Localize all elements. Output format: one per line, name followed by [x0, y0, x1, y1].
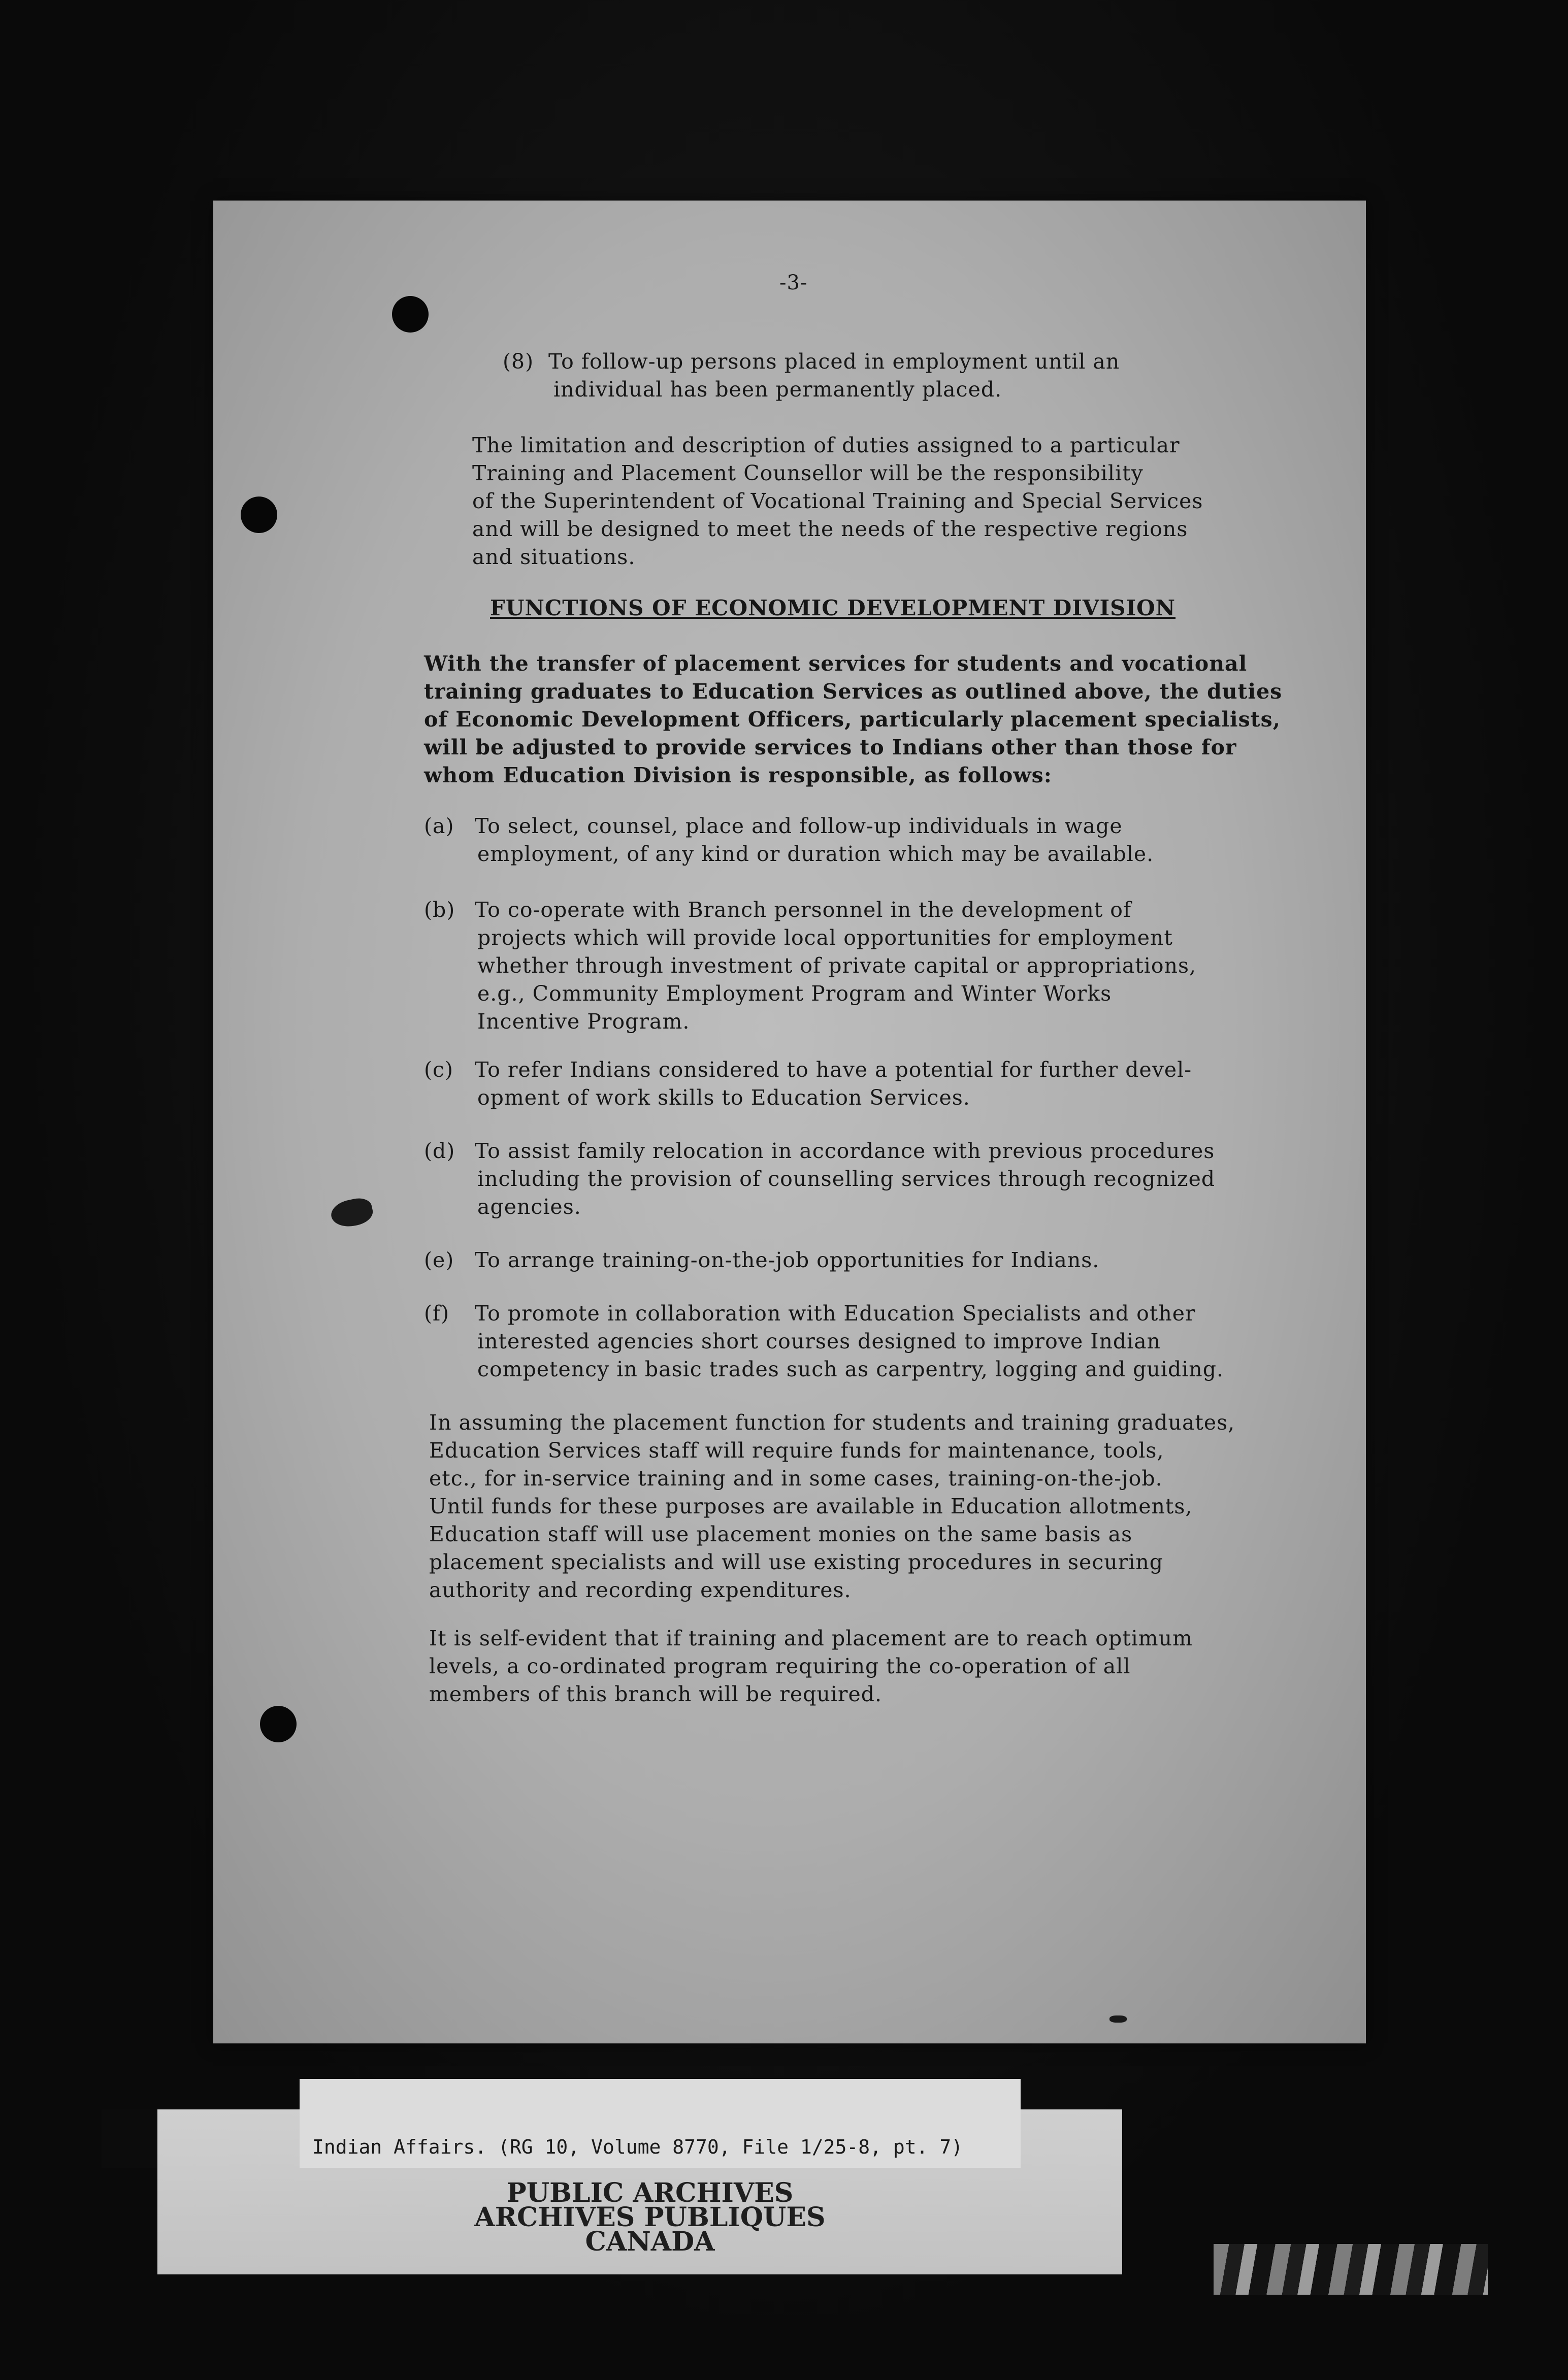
item-line: agencies. — [477, 1195, 581, 1219]
paragraph-conclusion — [429, 1625, 1193, 1708]
paragraph-duties-limitation — [472, 432, 1203, 571]
paragraph-line: It is self-evident that if training and placement are to reach optimum — [429, 1626, 1193, 1650]
item-line: including the provision of counselling services through recognized — [477, 1167, 1216, 1191]
label-notch — [102, 2109, 157, 2168]
paragraph-line: Training and Placement Counsellor will be the responsibility — [472, 461, 1144, 485]
item-line: To co-operate with Branch personnel in the development of — [475, 898, 1132, 922]
item-label: (f) — [424, 1301, 450, 1326]
stamp-line: CANADA — [585, 2226, 715, 2257]
paragraph-line: of the Superintendent of Vocational Training and Special Services — [472, 489, 1203, 513]
item-line: projects which will provide local opportunities for employment — [477, 925, 1173, 950]
paragraph-line: training graduates to Education Services as outlined above, the duties — [424, 679, 1283, 704]
item-line: e.g., Community Employment Program and Winter Works — [477, 981, 1112, 1006]
paragraph-line: members of this branch will be required. — [429, 1682, 883, 1706]
item-line: competency in basic trades such as carpentry, logging and guiding. — [477, 1357, 1224, 1381]
stamp-line: PUBLIC ARCHIVES — [506, 2177, 794, 2208]
list-item-b — [424, 896, 1196, 1036]
frame-number-smear — [1214, 2244, 1488, 2295]
paragraph-line: whom Education Division is responsible, as follows: — [424, 763, 1052, 787]
item-line: individual has been permanently placed. — [553, 377, 1002, 402]
item-line: Incentive Program. — [477, 1009, 690, 1034]
paragraph-line: Education Services staff will require funds for maintenance, tools, — [429, 1438, 1164, 1463]
item-line: To refer Indians considered to have a potential for further devel- — [475, 1057, 1192, 1082]
paragraph-line: will be adjusted to provide services to Indians other than those for — [424, 735, 1237, 759]
item-line: To promote in collaboration with Education Specialists and other — [475, 1301, 1196, 1326]
paragraph-transfer-of-services — [424, 650, 1282, 789]
archive-reference: Indian Affairs. (RG 10, Volume 8770, File 1/25-8, pt. 7) — [312, 2136, 963, 2158]
list-item-a — [424, 812, 1154, 868]
paragraph-placement-funding — [429, 1409, 1235, 1604]
paragraph-line: authority and recording expenditures. — [429, 1578, 852, 1602]
paragraph-line: The limitation and description of duties assigned to a particular — [472, 433, 1180, 457]
list-item-d — [424, 1137, 1215, 1221]
paragraph-line: In assuming the placement function for students and training graduates, — [429, 1410, 1235, 1435]
list-item-c — [424, 1056, 1192, 1112]
punch-hole-top — [392, 296, 429, 333]
item-line: To follow-up persons placed in employment until an — [548, 349, 1120, 374]
paragraph-line: placement specialists and will use existing procedures in securing — [429, 1550, 1164, 1574]
list-item-e — [424, 1246, 1099, 1274]
item-line: employment, of any kind or duration which may be available. — [477, 842, 1154, 866]
item-label: (c) — [424, 1057, 453, 1082]
ink-mark — [1109, 2015, 1127, 2023]
paragraph-line: Until funds for these purposes are available in Education allotments, — [429, 1494, 1193, 1518]
punch-hole-upper — [241, 497, 277, 533]
paragraph-line: and situations. — [472, 545, 636, 569]
item-line: To assist family relocation in accordance with previous procedures — [475, 1139, 1215, 1163]
item-line: whether through investment of private capital or appropriations, — [477, 953, 1197, 978]
item-label: (a) — [424, 814, 454, 838]
item-label: (d) — [424, 1139, 455, 1163]
item-line: interested agencies short courses designed to improve Indian — [477, 1329, 1161, 1353]
archives-stamp — [447, 2177, 853, 2257]
paragraph-line: With the transfer of placement services for students and vocational — [424, 651, 1248, 676]
punch-hole-lower — [260, 1706, 297, 1742]
paragraph-line: of Economic Development Officers, particularly placement specialists, — [424, 707, 1281, 732]
document-page — [213, 201, 1366, 2043]
page-number: -3- — [779, 271, 808, 294]
item-label: (e) — [424, 1248, 454, 1272]
stamp-line: ARCHIVES PUBLIQUES — [474, 2202, 826, 2233]
paragraph-line: Education staff will use placement monies on the same basis as — [429, 1522, 1133, 1546]
item-label: (b) — [424, 898, 455, 922]
paragraph-line: etc., for in-service training and in some cases, training-on-the-job. — [429, 1466, 1163, 1491]
list-item-f — [424, 1300, 1224, 1383]
item-line: To select, counsel, place and follow-up individuals in wage — [475, 814, 1123, 838]
frame-number-marking — [1214, 2188, 1488, 2297]
item-line: To arrange training-on-the-job opportunities for Indians. — [475, 1248, 1100, 1272]
paragraph-line: and will be designed to meet the needs of the respective regions — [472, 517, 1188, 541]
paragraph-line: levels, a co-ordinated program requiring the co-operation of all — [429, 1654, 1131, 1678]
item-line: opment of work skills to Education Services. — [477, 1085, 970, 1110]
section-heading: FUNCTIONS OF ECONOMIC DEVELOPMENT DIVISION — [490, 596, 1176, 620]
list-item-8 — [503, 348, 1120, 404]
item-label: (8) — [503, 349, 534, 374]
